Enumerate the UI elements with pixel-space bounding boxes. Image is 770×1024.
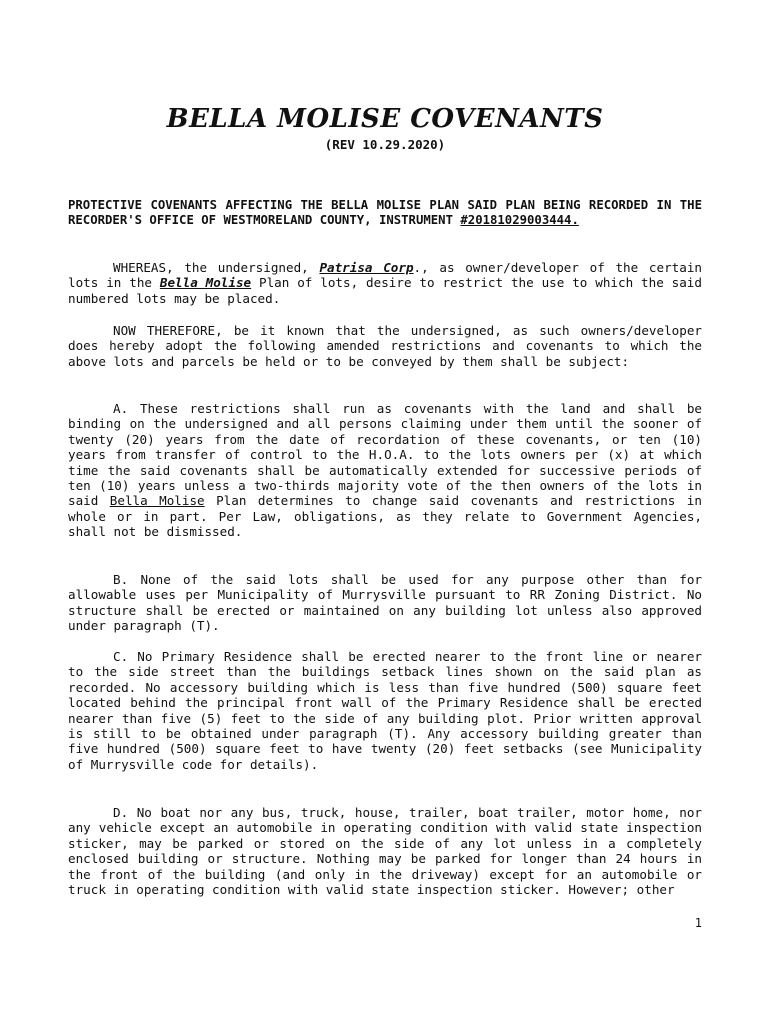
section-c-text: C. No Primary Residence shall be erected nearer to the front line or nearer to the side street than the buildings setback lines shown on the said plan as recorded. No accessory building which is less than five hundred (500) square feet located behind the principal front wall of the Primary Residence shall be erected nearer than five (5) feet to the side of any building plot. Prior written approval is still to be obtained under paragraph (T). Any accessory building greater than five hundred (500) square feet to have twenty (20) feet setbacks (see Municipality of Murrysville code for details). (68, 649, 702, 772)
whereas-paragraph (68, 260, 702, 306)
covenants-heading (68, 198, 702, 229)
document-page (68, 0, 702, 1024)
section-c-paragraph (68, 649, 702, 772)
owner-name: Patrisa Corp (319, 260, 414, 275)
revision-date: (REV 10.29.2020) (324, 137, 446, 152)
section-a-text-1: A. These restrictions shall run as covenants with the land and shall be binding on the undersigned and all persons claiming under them until the sooner of twenty (20) years from the date of recordation of these covenants, or ten (10) years from transfer of control to the H.O.A. to the lots owners per (x) at which time the said covenants shall be automatically extended for successive periods of ten (10) years unless a two-thirds majority vote of the then owners of the lots in said (68, 401, 702, 509)
instrument-number: #20181029003444. (460, 213, 579, 228)
section-a-paragraph (68, 401, 702, 540)
section-a-text-2: Plan determines to change said covenants and restrictions in whole or in part. Per Law, obligations, as they relate to Government Agencies, shall not be dismissed. (68, 493, 702, 540)
section-d-paragraph (68, 805, 702, 897)
section-b-text: B. None of the said lots shall be used for any purpose other than for allowable uses per Municipality of Murrysville pursuant to RR Zoning District. No structure shall be erected or maintained on any building lot unless also approved under paragraph (T). (68, 572, 702, 634)
section-b-paragraph (68, 572, 702, 634)
heading-text: PROTECTIVE COVENANTS AFFECTING THE BELLA MOLISE PLAN SAID PLAN BEING RECORDED IN THE RECORDER'S OFFICE OF WESTMORELAND COUNTY, INSTRUMENT (68, 198, 702, 228)
now-therefore-paragraph (68, 323, 702, 369)
whereas-text-1: WHEREAS, the undersigned, (113, 260, 320, 275)
section-a-plan-name: Bella Molise (109, 493, 205, 509)
whereas-text-3: Plan of lots, desire to restrict the use to which the said numbered lots may be placed. (68, 275, 702, 306)
plan-name: Bella Molise (159, 275, 252, 291)
section-d-text: D. No boat nor any bus, truck, house, trailer, boat trailer, motor home, nor any vehicle except an automobile in operating condition with valid state inspection sticker, may be parked or stored on the side of any lot unless in a completely enclosed building or structure. Nothing may be parked for longer than 24 hours in the front of the building (and only in the driveway) except for an automobile or truck in operating condition with valid state inspection sticker. However; other (68, 805, 702, 898)
page-number: 1 (694, 916, 702, 930)
whereas-text-2: ., as owner/developer of the certain lots in the (68, 260, 702, 291)
document-title: BELLA MOLISE COVENANTS (166, 104, 604, 134)
now-therefore-text: NOW THEREFORE, be it known that the undersigned, as such owners/developer does hereby adopt the following amended restrictions and covenants to which the above lots and parcels be held or to be conveyed by them shall be subject: (68, 323, 702, 369)
